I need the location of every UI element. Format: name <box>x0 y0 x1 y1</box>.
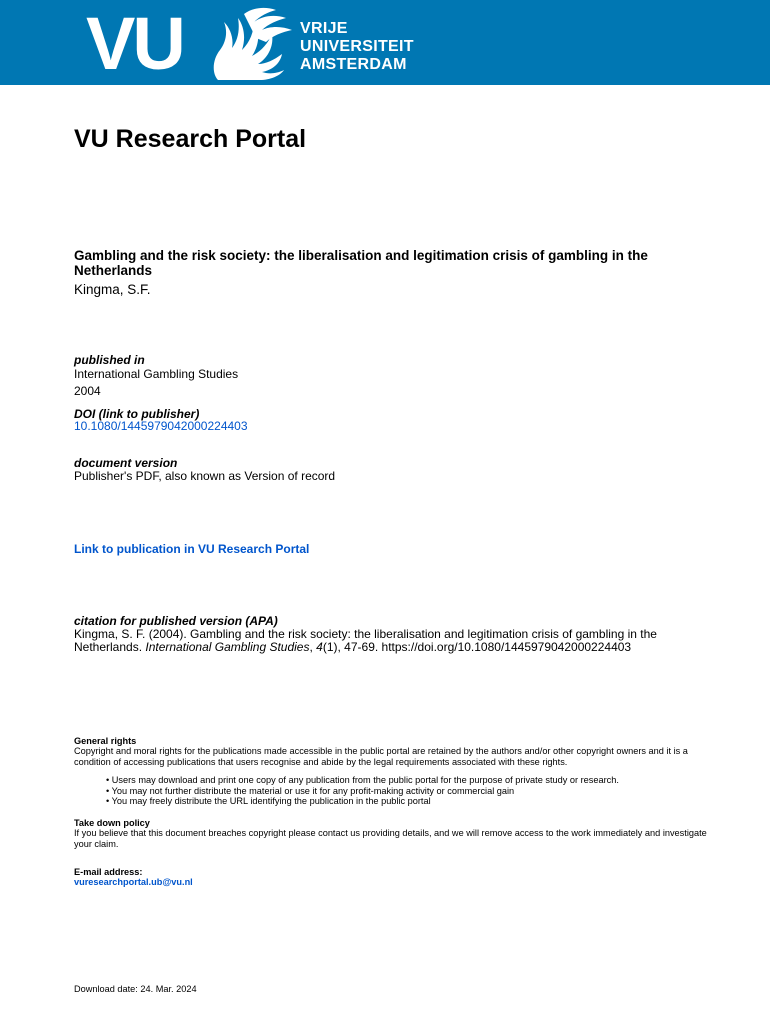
logo-line: UNIVERSITEIT <box>300 38 414 55</box>
logo-wordmark <box>300 20 414 74</box>
publication-title: Gambling and the risk society: the liberalisation and legitimation crisis of gambling in the Netherlands <box>74 248 648 278</box>
publication-year: 2004 <box>74 384 101 398</box>
griffin-logo-icon <box>204 4 296 82</box>
document-version-value: Publisher's PDF, also known as Version of record <box>74 469 336 483</box>
rights-bullet: • You may not further distribute the material or use it for any profit-making activity or commercial gain <box>106 785 515 796</box>
citation-text: Netherlands. <box>74 640 146 654</box>
rights-bullet: • You may freely distribute the URL identifying the publication in the public portal <box>106 796 431 806</box>
publication-author: Kingma, S.F. <box>74 282 151 297</box>
logo-mark: VU <box>86 2 183 85</box>
portal-publication-link[interactable]: Link to publication in VU Research Portal <box>74 542 310 556</box>
citation-text: (1), 47-69. https://doi.org/10.1080/1445979042000224403 <box>322 640 632 654</box>
citation-journal: International Gambling Studies <box>145 640 310 654</box>
citation-line-2 <box>74 640 631 654</box>
citation-line-1: Kingma, S. F. (2004). Gambling and the risk society: the liberalisation and legitimation crisis of gambling in the <box>74 627 657 641</box>
portal-title: VU Research Portal <box>74 125 307 153</box>
take-down-text: If you believe that this document breaches copyright please contact us providing details, and we will remove access to the work immediately and investigate your claim. <box>74 828 707 849</box>
rights-bullet: • Users may download and print one copy of any publication from the public portal for the purpose of private study or research. <box>106 775 619 785</box>
header-banner <box>0 0 770 85</box>
journal-name: International Gambling Studies <box>74 367 239 381</box>
document-version-label: document version <box>74 456 178 470</box>
doi-label: DOI (link to publisher) <box>74 407 200 421</box>
download-date: Download date: 24. Mar. 2024 <box>74 984 197 994</box>
email-heading: E-mail address: <box>74 867 143 877</box>
logo-line: AMSTERDAM <box>300 56 407 73</box>
logo-line: VRIJE <box>300 20 348 37</box>
email-link[interactable]: vuresearchportal.ub@vu.nl <box>74 877 193 887</box>
general-rights-text: Copyright and moral rights for the publications made accessible in the public portal are retained by the authors and/or other copyright owners and it is a condition of accessing publications that users recognise and abide by the legal requirements associated with these rights. <box>74 746 688 767</box>
citation-label: citation for published version (APA) <box>74 614 278 628</box>
take-down-heading: Take down policy <box>74 818 150 828</box>
citation-text: , <box>309 640 317 654</box>
published-in-label: published in <box>74 353 145 367</box>
general-rights-heading: General rights <box>74 736 137 746</box>
doi-link[interactable]: 10.1080/1445979042000224403 <box>74 419 248 433</box>
rights-list <box>106 775 619 807</box>
citation-volume: 4 <box>316 640 323 654</box>
